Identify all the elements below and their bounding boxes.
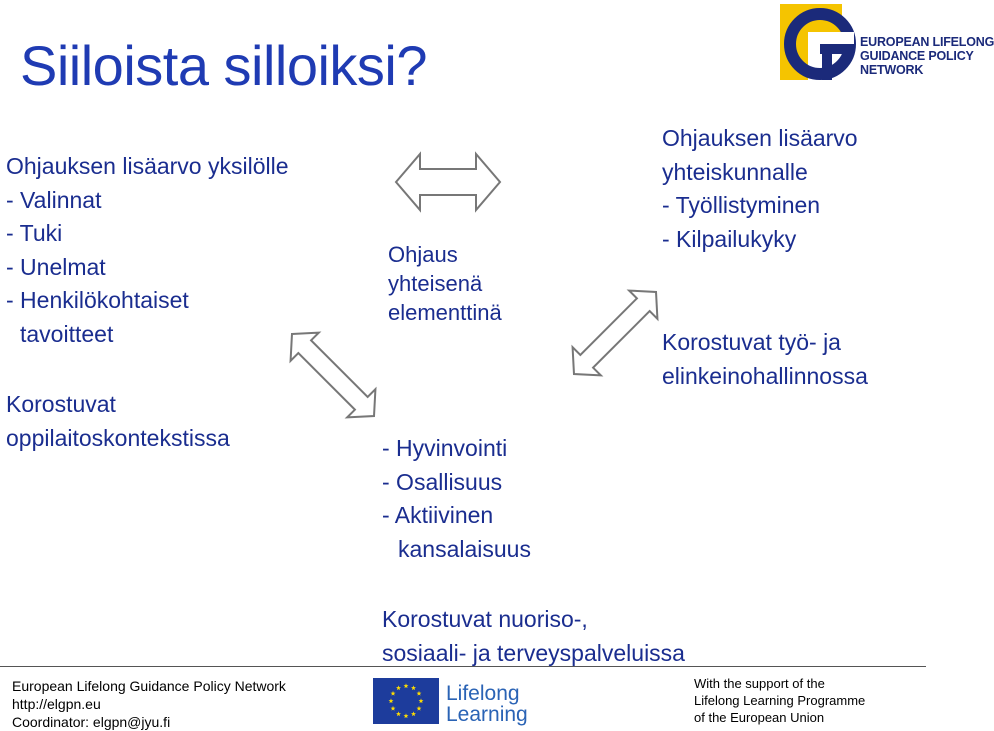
elgpn-logo-text (860, 35, 994, 77)
bottom-line-1: Korostuvat nuoriso-, (382, 606, 588, 632)
support-line-3: of the European Union (694, 710, 825, 725)
support-line-2: Lifelong Learning Programme (694, 693, 866, 708)
left-context-1: Korostuvat (6, 391, 116, 417)
footer-org: European Lifelong Guidance Policy Network (12, 678, 286, 694)
left-item-2: - Tuki (6, 220, 63, 246)
right-heading-1: Ohjauksen lisäarvo (662, 125, 858, 151)
center-line-1: Ohjaus (388, 242, 458, 267)
ll-line-1: Lifelong (446, 682, 520, 705)
right-item-2: - Kilpailukyky (662, 225, 797, 252)
center-list-block (382, 432, 531, 566)
support-line-1: With the support of the (694, 676, 825, 691)
right-context-2: elinkeinohallinnossa (662, 362, 868, 389)
center-list-item-2: - Osallisuus (382, 468, 503, 495)
logo-line-1: EUROPEAN LIFELONG (860, 35, 994, 49)
left-context-2: oppilaitoskontekstissa (6, 424, 230, 451)
right-context-block (662, 326, 868, 393)
ll-line-2: Learning (446, 703, 528, 726)
logo-line-2: GUIDANCE POLICY (860, 49, 974, 63)
logo-line-3: NETWORK (860, 63, 924, 77)
right-context-1: Korostuvat työ- ja (662, 329, 841, 355)
slide-title: Siiloista silloiksi? (20, 34, 428, 97)
diagonal-double-arrow-left-icon (288, 330, 378, 420)
center-text-block (388, 240, 502, 327)
diagonal-double-arrow-right-icon (570, 288, 660, 378)
left-text-block (6, 150, 289, 351)
footer-left (12, 677, 286, 731)
footer-right (694, 675, 865, 726)
bottom-text-block (382, 603, 685, 670)
horizontal-double-arrow-icon (394, 150, 502, 214)
center-list-item-1: - Hyvinvointi (382, 435, 508, 461)
lifelong-learning-logo-text (446, 683, 528, 725)
left-context-block (6, 388, 230, 455)
footer-divider (0, 666, 926, 667)
bottom-line-2: sosiaali- ja terveyspalveluissa (382, 639, 685, 666)
footer-coordinator: Coordinator: elgpn@jyu.fi (12, 714, 171, 730)
center-list-item-3: - Aktiivinen (382, 502, 494, 528)
center-line-3: elementtinä (388, 300, 502, 325)
center-line-2: yhteisenä (388, 271, 483, 296)
footer-url[interactable]: http://elgpn.eu (12, 696, 101, 712)
center-list-item-4: kansalaisuus (398, 535, 531, 562)
left-item-1: - Valinnat (6, 186, 102, 213)
left-item-3: - Unelmat (6, 253, 106, 280)
left-item-5: tavoitteet (20, 320, 114, 347)
right-text-block (662, 122, 858, 256)
eu-flag-icon (373, 678, 439, 724)
right-heading-2: yhteiskunnalle (662, 158, 808, 185)
left-item-4: - Henkilökohtaiset (6, 287, 189, 313)
left-heading: Ohjauksen lisäarvo yksilölle (6, 153, 289, 179)
right-item-1: - Työllistyminen (662, 192, 821, 218)
